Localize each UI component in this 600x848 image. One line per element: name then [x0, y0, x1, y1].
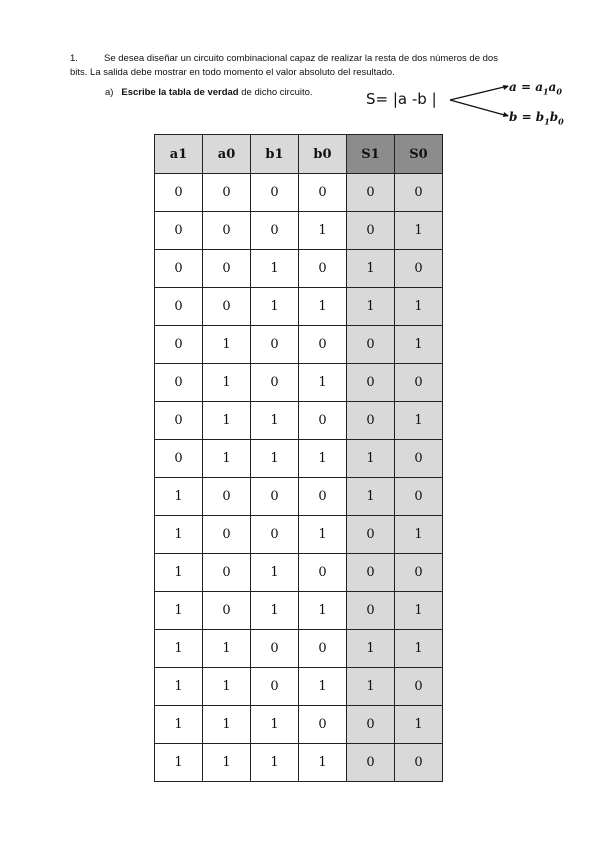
- b-sub1: 1: [544, 116, 550, 127]
- cell-b1: 0: [251, 174, 299, 212]
- cell-b1: 1: [251, 288, 299, 326]
- cell-b0: 1: [299, 592, 347, 630]
- cell-b1: 0: [251, 478, 299, 516]
- cell-a1: 0: [155, 288, 203, 326]
- table-row: [155, 630, 443, 668]
- subquestion-marker: a): [105, 87, 114, 98]
- cell-a1: 0: [155, 174, 203, 212]
- table-row: [155, 668, 443, 706]
- cell-a0: 0: [203, 288, 251, 326]
- cell-b1: 1: [251, 744, 299, 782]
- cell-s1: 0: [347, 174, 395, 212]
- cell-s0: 1: [395, 326, 443, 364]
- cell-b0: 1: [299, 668, 347, 706]
- cell-b0: 1: [299, 744, 347, 782]
- cell-b0: 1: [299, 288, 347, 326]
- header-a0: a0: [203, 135, 251, 174]
- cell-a0: 1: [203, 630, 251, 668]
- subquestion-bold-text: Escribe la tabla de verdad: [121, 87, 239, 98]
- cell-b1: 1: [251, 706, 299, 744]
- cell-b1: 1: [251, 250, 299, 288]
- table-row: [155, 744, 443, 782]
- b-sub0: 0: [558, 116, 564, 127]
- cell-a0: 0: [203, 592, 251, 630]
- header-s1: S1: [347, 135, 395, 174]
- cell-a0: 0: [203, 478, 251, 516]
- cell-s1: 0: [347, 706, 395, 744]
- branch-arrows-icon: [448, 78, 512, 126]
- cell-b1: 0: [251, 364, 299, 402]
- cell-b1: 0: [251, 516, 299, 554]
- a-sub0: 0: [556, 86, 562, 97]
- header-s0: S0: [395, 135, 443, 174]
- cell-b0: 1: [299, 364, 347, 402]
- cell-a1: 1: [155, 744, 203, 782]
- cell-s0: 0: [395, 668, 443, 706]
- cell-s1: 0: [347, 554, 395, 592]
- cell-s1: 1: [347, 440, 395, 478]
- cell-s0: 1: [395, 706, 443, 744]
- table-row: [155, 402, 443, 440]
- cell-a0: 1: [203, 744, 251, 782]
- cell-s0: 0: [395, 364, 443, 402]
- cell-b0: 0: [299, 250, 347, 288]
- cell-s0: 0: [395, 478, 443, 516]
- cell-s1: 0: [347, 592, 395, 630]
- cell-b0: 1: [299, 516, 347, 554]
- cell-s1: 1: [347, 478, 395, 516]
- cell-s0: 0: [395, 440, 443, 478]
- abs-difference-formula: S= |a -b |: [366, 90, 437, 108]
- cell-s0: 0: [395, 174, 443, 212]
- cell-s1: 0: [347, 212, 395, 250]
- cell-b0: 0: [299, 478, 347, 516]
- cell-s1: 0: [347, 364, 395, 402]
- cell-b0: 0: [299, 706, 347, 744]
- cell-a0: 1: [203, 326, 251, 364]
- cell-a0: 1: [203, 440, 251, 478]
- cell-a0: 0: [203, 174, 251, 212]
- cell-b1: 0: [251, 630, 299, 668]
- cell-b1: 1: [251, 592, 299, 630]
- cell-a1: 1: [155, 478, 203, 516]
- header-b0: b0: [299, 135, 347, 174]
- cell-s0: 0: [395, 744, 443, 782]
- cell-b0: 1: [299, 212, 347, 250]
- cell-a0: 1: [203, 706, 251, 744]
- cell-a1: 1: [155, 706, 203, 744]
- cell-b1: 1: [251, 554, 299, 592]
- table-row: [155, 478, 443, 516]
- table-row: [155, 592, 443, 630]
- a-sub1: 1: [542, 86, 549, 97]
- truth-table-header: [155, 135, 443, 174]
- cell-a1: 0: [155, 364, 203, 402]
- cell-a0: 1: [203, 364, 251, 402]
- cell-a0: 1: [203, 668, 251, 706]
- cell-a1: 0: [155, 440, 203, 478]
- cell-b0: 0: [299, 402, 347, 440]
- subquestion-a: [105, 87, 313, 99]
- cell-b1: 0: [251, 212, 299, 250]
- cell-a1: 1: [155, 592, 203, 630]
- cell-a0: 0: [203, 554, 251, 592]
- cell-b1: 1: [251, 440, 299, 478]
- cell-s1: 1: [347, 250, 395, 288]
- cell-a0: 0: [203, 212, 251, 250]
- truth-table: [154, 134, 443, 782]
- cell-a1: 1: [155, 668, 203, 706]
- cell-s0: 1: [395, 402, 443, 440]
- cell-b0: 0: [299, 174, 347, 212]
- a-symbol: a: [509, 80, 517, 94]
- cell-s0: 1: [395, 288, 443, 326]
- problem-statement: [70, 52, 560, 80]
- header-a1: a1: [155, 135, 203, 174]
- cell-s0: 0: [395, 554, 443, 592]
- cell-s1: 1: [347, 668, 395, 706]
- cell-a0: 1: [203, 402, 251, 440]
- cell-s0: 1: [395, 212, 443, 250]
- b-symbol: b: [509, 110, 518, 124]
- cell-b0: 0: [299, 554, 347, 592]
- cell-s0: 1: [395, 592, 443, 630]
- b-definition: $b = b_1b_0$: [509, 110, 564, 127]
- problem-text-line1: Se desea diseñar un circuito combinacional capaz de realizar la resta de dos números de dos: [104, 53, 498, 64]
- cell-a1: 0: [155, 326, 203, 364]
- cell-s1: 1: [347, 288, 395, 326]
- cell-s0: 1: [395, 516, 443, 554]
- cell-b1: 0: [251, 668, 299, 706]
- problem-text-line2: bits. La salida debe mostrar en todo momento el valor absoluto del resultado.: [70, 67, 395, 78]
- cell-a1: 1: [155, 630, 203, 668]
- cell-b0: 0: [299, 630, 347, 668]
- cell-a1: 0: [155, 402, 203, 440]
- table-row: [155, 554, 443, 592]
- cell-s1: 0: [347, 326, 395, 364]
- cell-a0: 0: [203, 516, 251, 554]
- cell-a0: 0: [203, 250, 251, 288]
- cell-s1: 0: [347, 402, 395, 440]
- cell-s0: 1: [395, 630, 443, 668]
- table-row: [155, 516, 443, 554]
- cell-a1: 1: [155, 516, 203, 554]
- cell-b1: 0: [251, 326, 299, 364]
- cell-a1: 1: [155, 554, 203, 592]
- cell-b1: 1: [251, 402, 299, 440]
- cell-s1: 0: [347, 516, 395, 554]
- cell-a1: 0: [155, 212, 203, 250]
- cell-b0: 1: [299, 440, 347, 478]
- table-row: [155, 364, 443, 402]
- subquestion-rest-text: de dicho circuito.: [238, 87, 313, 98]
- cell-s0: 0: [395, 250, 443, 288]
- table-row: [155, 440, 443, 478]
- table-row: [155, 250, 443, 288]
- table-row: [155, 288, 443, 326]
- table-row: [155, 174, 443, 212]
- table-row: [155, 326, 443, 364]
- header-b1: b1: [251, 135, 299, 174]
- cell-s1: 0: [347, 744, 395, 782]
- table-row: [155, 212, 443, 250]
- table-row: [155, 706, 443, 744]
- problem-number: 1.: [70, 53, 78, 64]
- cell-b0: 0: [299, 326, 347, 364]
- cell-a1: 0: [155, 250, 203, 288]
- cell-s1: 1: [347, 630, 395, 668]
- a-definition: $a = a_1a_0$: [509, 80, 562, 97]
